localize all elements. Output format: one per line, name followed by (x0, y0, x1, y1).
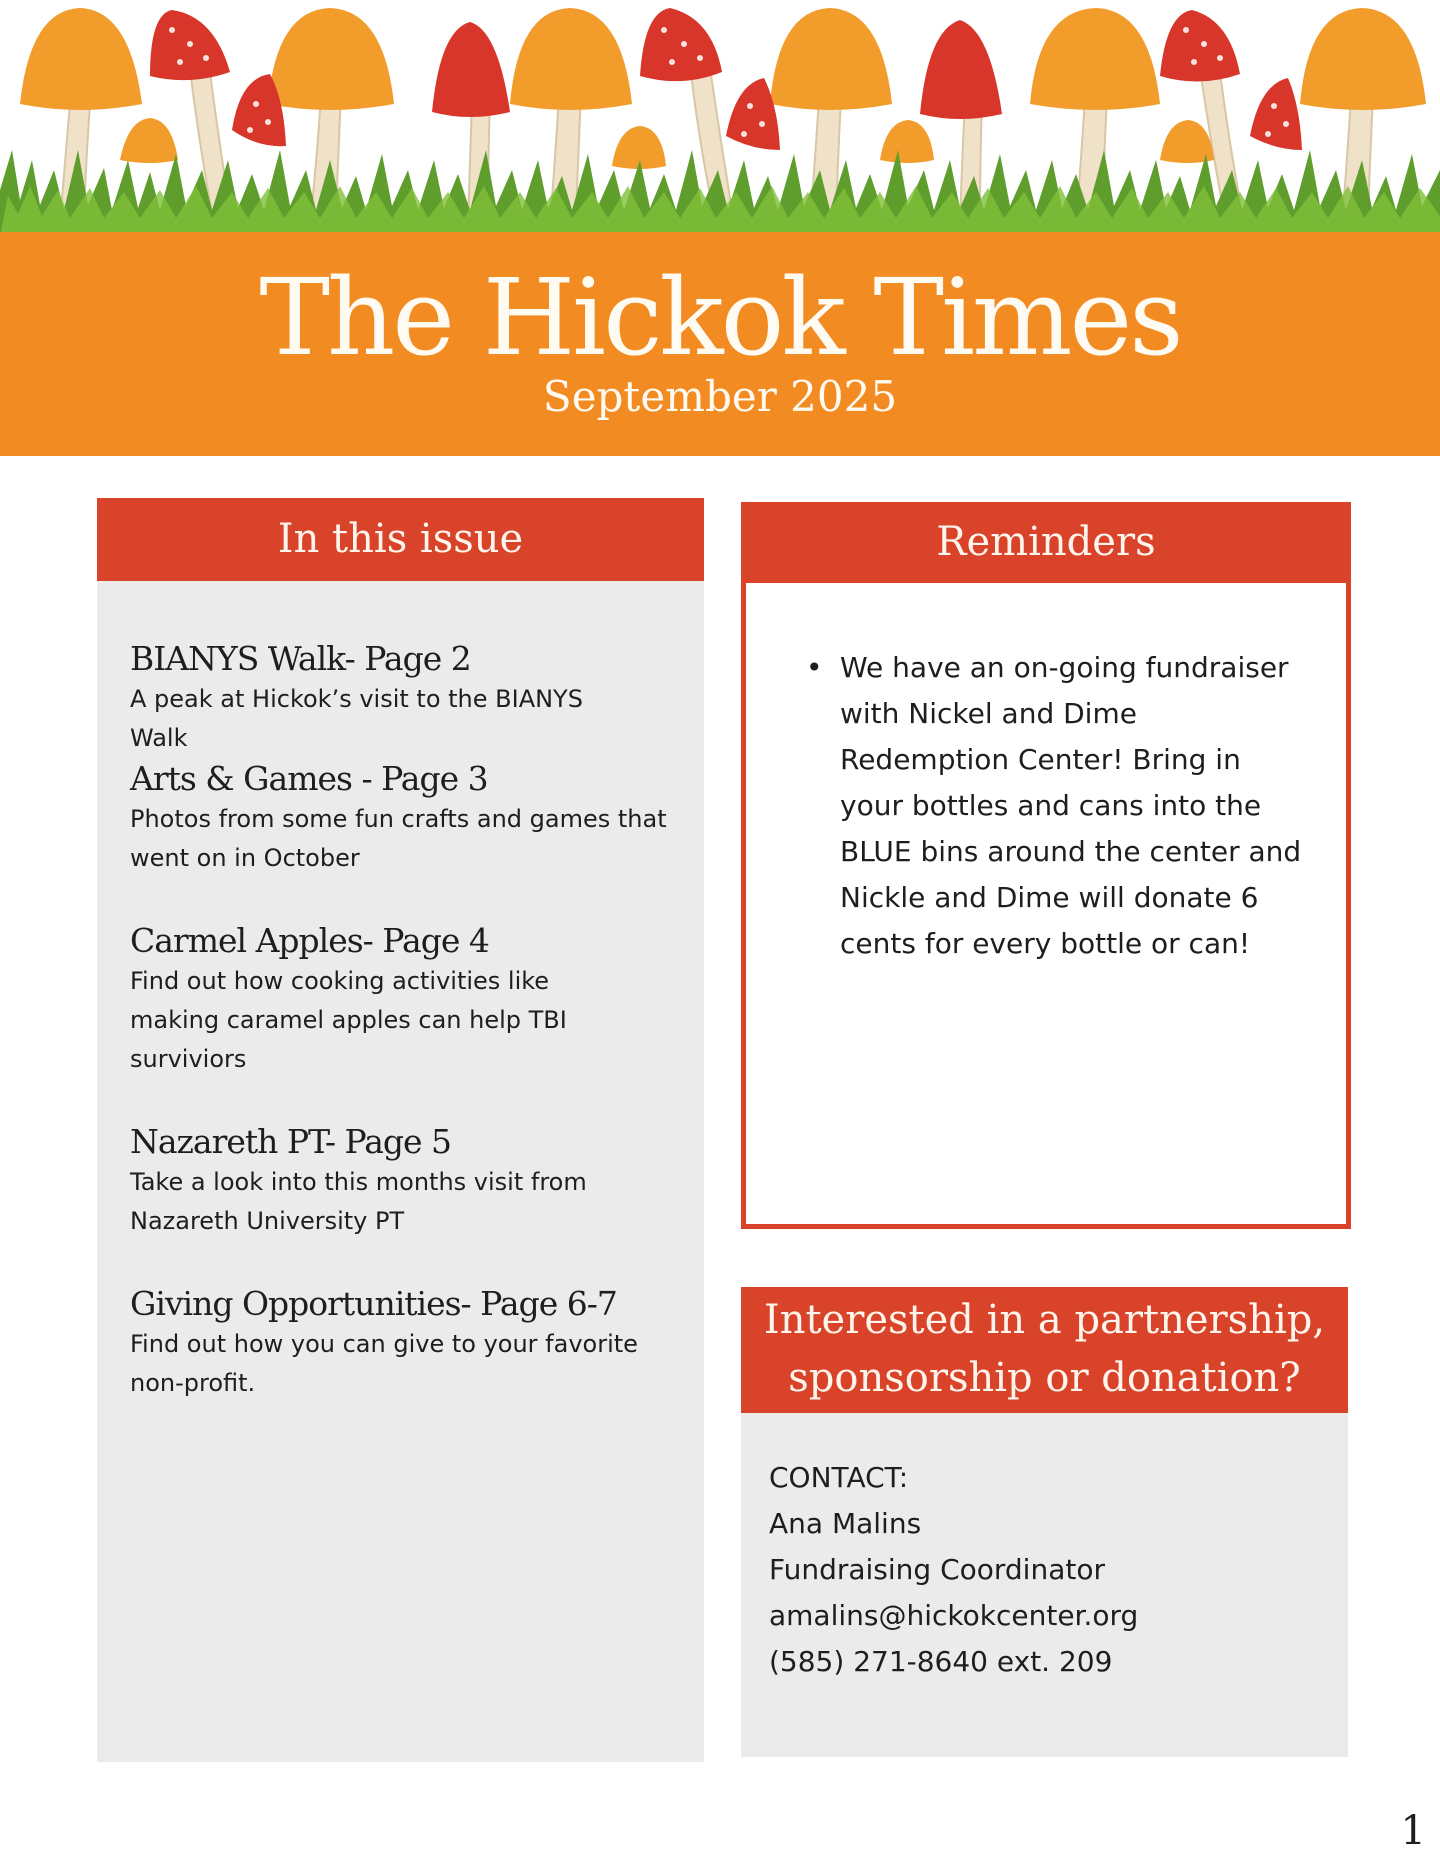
issue-item-description: Take a look into this months visit from Nazareth University PT (130, 1168, 587, 1235)
reminders-heading: Reminders (741, 502, 1351, 583)
newsletter-title: The Hickok Times (259, 256, 1181, 379)
issue-item-description: Photos from some fun crafts and games that went on in October (130, 805, 667, 872)
contact-role: Fundraising Coordinator (769, 1553, 1105, 1586)
issue-item-title: Carmel Apples- Page 4 (130, 921, 489, 960)
reminder-text: We have an on-going fundraiser with Nickel and Dime Redemption Center! Bring in your bottles and cans into the BLUE bins around the center and Nickle and Dime will donate 6 cents for every bottle or can! (840, 651, 1302, 960)
reminder-item (800, 645, 1310, 967)
contact-block (769, 1455, 1329, 1685)
in-this-issue-heading: In this issue (97, 498, 704, 581)
reminder-list (800, 645, 1310, 967)
page-number: 1 (1400, 1808, 1426, 1854)
masthead (0, 232, 1440, 456)
partnership-heading-line-1: Interested in a partnership, (763, 1297, 1326, 1343)
mushroom-banner-illustration (0, 0, 1440, 236)
contact-label: CONTACT: (769, 1461, 909, 1494)
bullet-icon: • (806, 651, 823, 684)
issue-list (130, 638, 690, 1403)
issue-item-title: Nazareth PT- Page 5 (130, 1122, 452, 1161)
issue-item-title: BIANYS Walk- Page 2 (130, 639, 471, 678)
partnership-heading-line-2: sponsorship or donation? (788, 1355, 1301, 1401)
issue-item-title: Giving Opportunities- Page 6-7 (130, 1284, 617, 1323)
issue-item-description: A peak at Hickok’s visit to the BIANYS Walk (130, 685, 583, 752)
issue-date: September 2025 (542, 372, 898, 421)
issue-item-carmel-apples (130, 920, 690, 1079)
issue-item-nazareth-pt (130, 1121, 690, 1241)
issue-item-giving-opportunities (130, 1283, 690, 1403)
issue-item-bianys-walk (130, 638, 690, 758)
issue-item-title: Arts & Games - Page 3 (130, 759, 488, 798)
contact-email: amalins@hickokcenter.org (769, 1599, 1139, 1632)
contact-phone: (585) 271-8640 ext. 209 (769, 1645, 1113, 1678)
contact-name: Ana Malins (769, 1507, 922, 1540)
issue-item-description: Find out how cooking activities like making caramel apples can help TBI surviviors (130, 967, 567, 1073)
issue-item-arts-games (130, 758, 690, 878)
issue-item-description: Find out how you can give to your favorite non-profit. (130, 1330, 638, 1397)
partnership-heading (741, 1287, 1348, 1413)
